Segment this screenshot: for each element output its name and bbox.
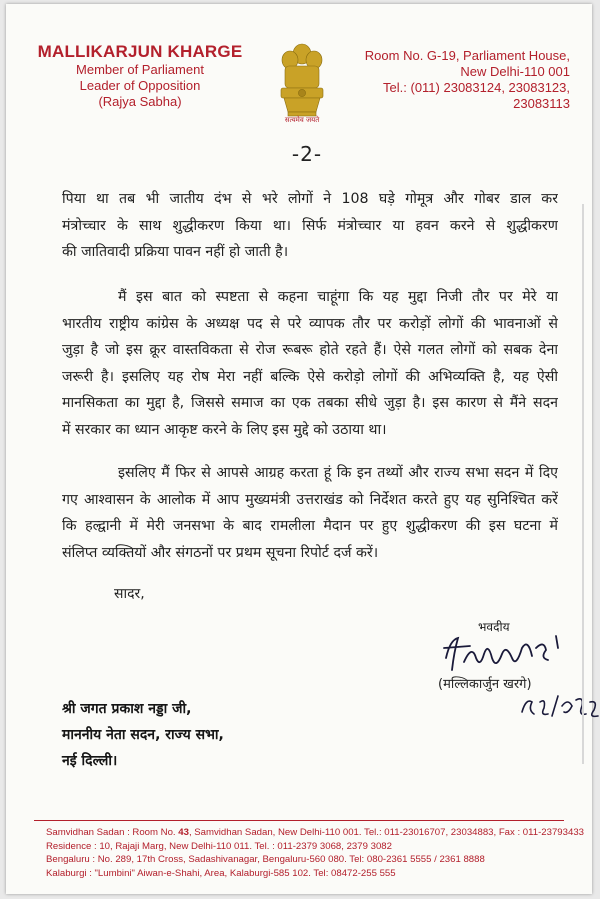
paragraph-line: इसलिए मैं फिर से आपसे आग्रह करता हूं कि इन तथ्यों और राज्य सभा सदन में दिए: [118, 465, 558, 481]
paragraph-line: गए आश्वासन के आलोक में आप मुख्यमंत्री उत्तराखंड को निर्देशत करते हुए यह सुनिश्चित करें: [62, 491, 558, 508]
yours-faithfully: भवदीय: [478, 620, 510, 634]
paragraph-line: की जातिवादी प्रक्रिया पावन नहीं हो जाती है।: [62, 244, 289, 260]
address-line-4: 23083113: [513, 96, 570, 111]
footer-addresses: [46, 826, 584, 880]
addressee-line: माननीय नेता सदन, राज्य सभा,: [62, 727, 224, 743]
sender-role-line-2: Leader of Opposition: [79, 78, 201, 93]
footer-line: Residence : 10, Rajaji Marg, New Delhi-110 011. Tel. : 011-2379 3068, 2379 3082: [46, 840, 392, 852]
paragraph-line: पिया था तब भी जातीय दंभ से भरे लोगों ने 108 घड़े गोमूत्र और गोबर डाल कर: [62, 191, 558, 207]
paragraph-line: में सरकार का ध्यान आकृष्ट करने के लिए इस मुद्दे को उठाया था।: [62, 421, 387, 438]
page-number: -2-: [291, 142, 323, 166]
national-emblem-icon: [272, 36, 332, 128]
paragraph-1: [62, 186, 558, 266]
address-line-3: Tel.: (011) 23083124, 23083123,: [383, 80, 570, 95]
address-line-1: Room No. G-19, Parliament House,: [364, 48, 570, 63]
footer-line: Samvidhan Sadan : Room No. 43, Samvidhan Sadan, New Delhi-110 001. Tel.: 011-23016707, 23034883, Fax : 011-23793433: [46, 827, 584, 838]
paragraph-line: भारतीय राष्ट्रीय कांग्रेस के अध्यक्ष पद से परे व्यापक तौर पर करोड़ों लोगों की भावनाओं से: [62, 315, 558, 332]
paragraph-3: [62, 460, 558, 566]
letter-page: [6, 4, 592, 894]
address-line-2: New Delhi-110 001: [460, 64, 570, 79]
emblem-motto: सत्यमेव जयते: [284, 116, 320, 124]
paragraph-line: कि हल्द्वानी में मेरी जनसभा के बाद रामलीला मैदान पर हुए शुद्धीकरण की इस घटना में: [62, 518, 558, 534]
footer-divider: [34, 820, 564, 821]
footer-line: Bengaluru : No. 289, 17th Cross, Sadashivanagar, Bengaluru-560 080. Tel: 080-2361 5555 / 2361 8888: [46, 854, 485, 865]
paragraph-line: मंत्रोच्चार के साथ शुद्धीकरण किया था। सिर्फ मंत्रोच्चार या हवन करने से शुद्धीकरण: [62, 217, 558, 234]
paragraph-line: संलिप्त व्यक्तियों और संगठनों पर प्रथम सूचना रिपोर्ट दर्ज करें।: [62, 544, 379, 561]
sender-role-line-1: Member of Parliament: [76, 62, 204, 77]
paragraph-line: मैं इस बात को स्पष्टता से कहना चाहूंगा कि यह मुद्दा निजी तौर पर मेरे या: [118, 289, 558, 305]
paragraph-line: जुड़ा है जो इस क्रूर वास्तविकता से रोज रूबरू होते रहते हैं। ऐसे गलत लोगों को सबक देना: [62, 342, 558, 358]
sender-name: MALLIKARJUN KHARGE: [37, 42, 243, 61]
page-edge-shadow: [582, 204, 584, 764]
addressee-line: श्री जगत प्रकाश नड्डा जी,: [62, 701, 192, 717]
paragraph-2: [62, 284, 558, 443]
salutation: सादर,: [114, 586, 145, 602]
paragraph-line: जरूरी है। इसलिए यह रोष मेरा नहीं बल्कि ऐसे करोड़ो लोगों की अभिव्यक्ति है, यह ऐसी: [62, 368, 558, 385]
paragraph-line: मानसिकता का मुद्दा है, जिससे समाज का एक तबका सीधे जुड़ा है। इस कारण से मैंने सदन: [62, 395, 558, 411]
footer-line: Kalaburgi : "Lumbini" Aiwan-e-Shahi, Area, Kalaburgi-585 102. Tel: 08472-255 555: [46, 867, 396, 879]
addressee-line: नई दिल्ली।: [62, 753, 118, 769]
sender-role-line-3: (Rajya Sabha): [98, 94, 182, 109]
signatory-name: (मल्लिकार्जुन खरगे): [438, 677, 532, 692]
handwritten-date: [518, 688, 600, 722]
addressee-block: [62, 696, 224, 774]
